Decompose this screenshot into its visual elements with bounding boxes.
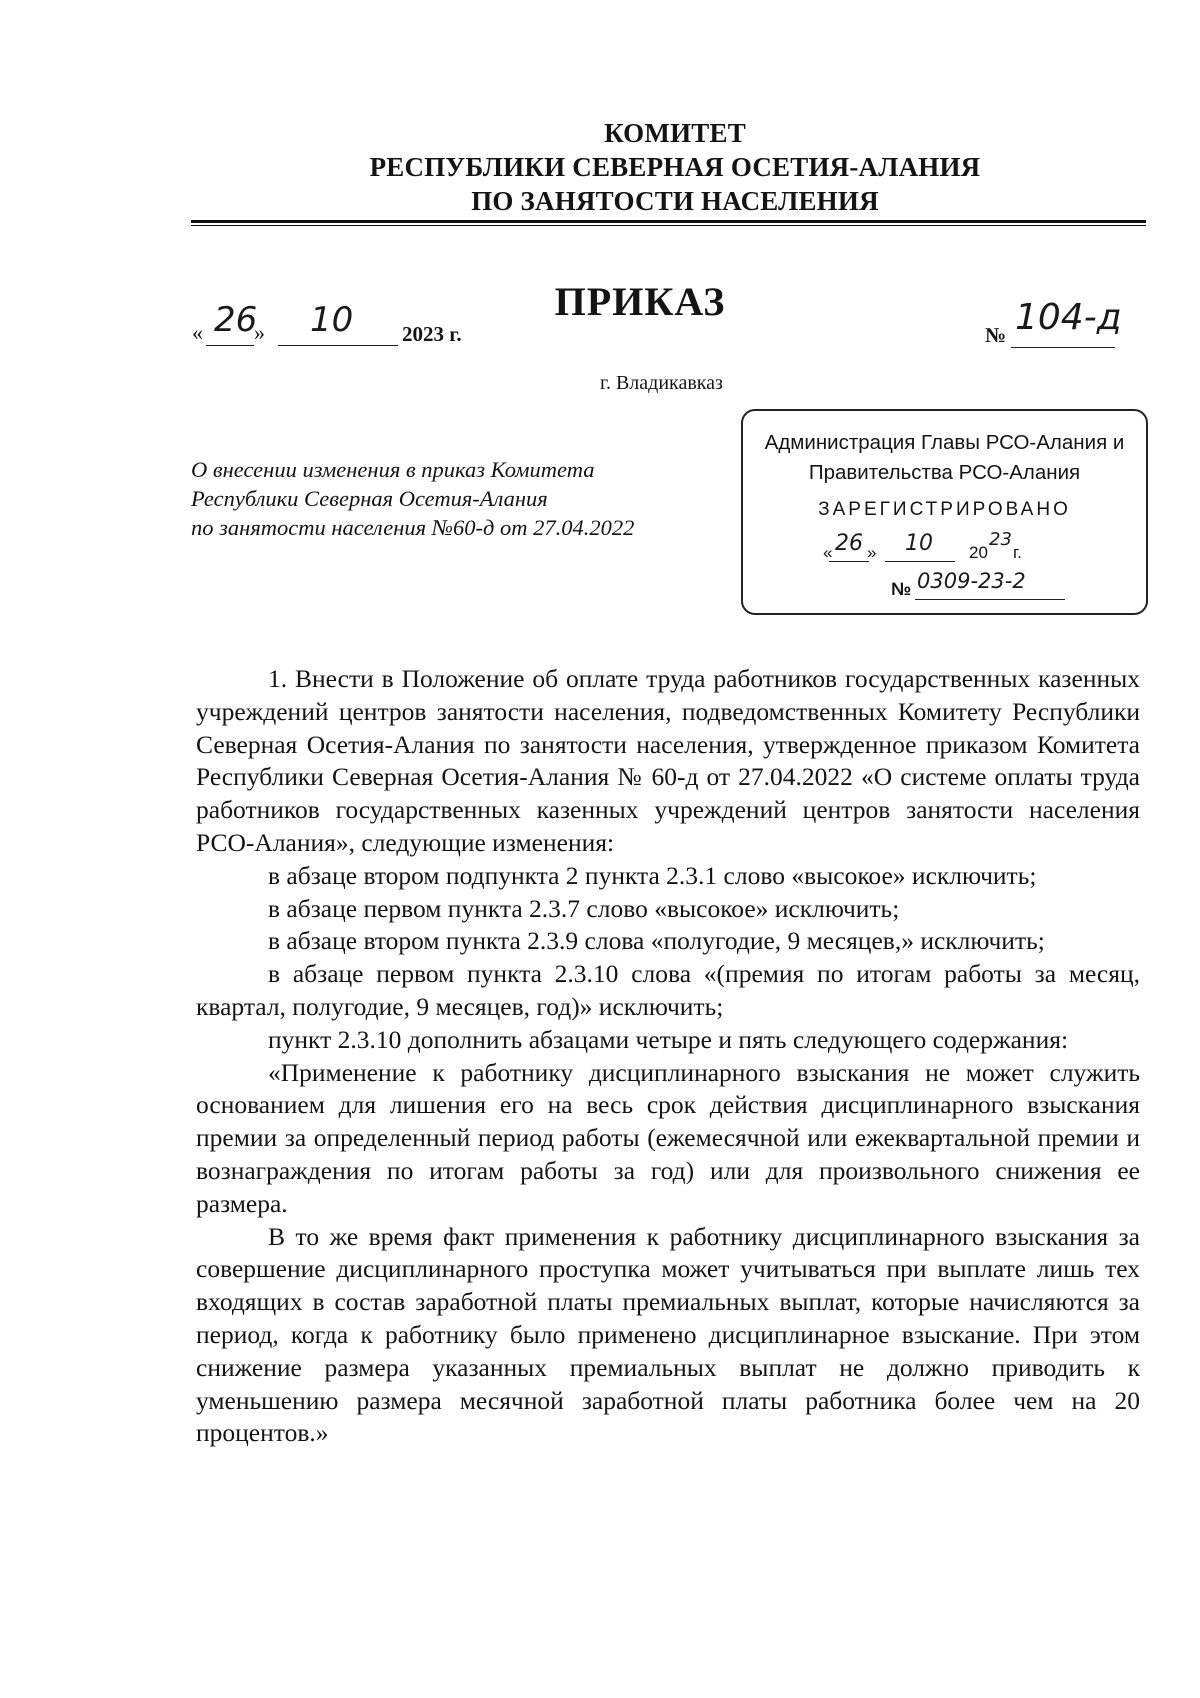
- body-paragraph-2: в абзаце втором подпункта 2 пункта 2.3.1 слово «высокое» исключить;: [268, 860, 1037, 890]
- body-paragraph-5: в абзаце первом пункта 2.3.10 слова «(премия по итогам работы за месяц, квартал, полугодие, 9 месяцев, год)» исключить;: [196, 959, 1140, 1021]
- body-paragraph-4: в абзаце втором пункта 2.3.9 слова «полугодие, 9 месяцев,» исключить;: [268, 926, 1045, 956]
- stamp-org-line-1: Администрация Главы РСО-Алания и: [764, 431, 1125, 454]
- stamp-number-label: №: [891, 579, 912, 599]
- stamp-date-close-quote: »: [867, 543, 877, 562]
- subject-line-3: по занятости населения №60-д от 27.04.2022: [191, 515, 635, 540]
- stamp-date-year-handwritten: 23: [989, 529, 1012, 550]
- stamp-date-open-quote: «: [823, 543, 833, 562]
- stamp-date: [823, 529, 1073, 565]
- number-underline: [1011, 347, 1115, 348]
- stamp-date-day-handwritten: 26: [835, 531, 863, 556]
- date-day-underline: [206, 345, 254, 346]
- number-label: №: [985, 323, 1007, 347]
- date-close-quote: »: [254, 320, 265, 345]
- registration-stamp: [741, 409, 1148, 615]
- stamp-date-year-prefix: 20: [969, 543, 988, 562]
- header-line-3: ПО ЗАНЯТОСТИ НАСЕЛЕНИЯ: [471, 186, 879, 216]
- body-paragraph-1: 1. Внести в Положение об оплате труда работников государственных казенных учреждений центров занятости населения, подведомственных Комитету Республики Северная Осетия-Алания по занятости населения, утвержденное приказом Комитета Республики Северная Осетия-Алания № 60-д от 27.04.2022 «О системе оплаты труда работников государственных казенных учреждений центров занятости населения РСО-Алания», следующие изменения:: [196, 664, 1140, 857]
- body-paragraph-6: пункт 2.3.10 дополнить абзацами четыре и пять следующего содержания:: [268, 1024, 1069, 1054]
- body-paragraph-3: в абзаце первом пункта 2.3.7 слово «высокое» исключить;: [268, 893, 900, 923]
- order-number: [985, 295, 1155, 360]
- number-handwritten: 104-д: [1015, 297, 1122, 338]
- header-rule-thick: [191, 220, 1146, 223]
- date-month-underline: [278, 345, 398, 346]
- date-open-quote: «: [192, 320, 203, 345]
- header-line-2: РЕСПУБЛИКИ СЕВЕРНАЯ ОСЕТИЯ-АЛАНИЯ: [369, 152, 981, 182]
- date-month-handwritten: 10: [310, 300, 354, 340]
- city: г. Владикавказ: [600, 372, 723, 394]
- order-body: [196, 663, 1140, 1450]
- order-subject: [191, 455, 661, 542]
- stamp-date-year-unit: г.: [1013, 543, 1022, 562]
- stamp-month-underline: [885, 561, 955, 562]
- subject-line-1: О внесении изменения в приказ Комитета: [191, 457, 595, 482]
- body-paragraph-7: «Применение к работнику дисциплинарного взыскания не может служить основанием для лишения его на весь срок действия дисциплинарного взыскания премии за определенный период работы (ежемесячной или ежеквартальной премии и вознаграждения по итогам работы за год) или для произвольного снижения ее размера.: [196, 1057, 1140, 1218]
- stamp-date-month-handwritten: 10: [905, 531, 933, 556]
- stamp-number: [891, 569, 1091, 605]
- order-date: [192, 300, 492, 360]
- subject-line-2: Республики Северная Осетия-Алания: [191, 486, 548, 511]
- stamp-number-underline: [915, 599, 1065, 600]
- stamp-day-underline: [829, 561, 869, 562]
- header-rule-thin: [191, 225, 1146, 226]
- stamp-org-line-2: Правительства РСО-Алания: [808, 461, 1081, 484]
- stamp-number-handwritten: 0309-23-2: [917, 569, 1026, 593]
- body-paragraph-8: В то же время факт применения к работнику дисциплинарного взыскания за совершение дисциплинарного проступка может учитываться при выплате лишь тех входящих в состав заработной платы премиальных выплат, которые начисляются за период, когда к работнику было применено дисциплинарное взыскание. При этом снижение размера указанных премиальных выплат не должно приводить к уменьшению размера месячной заработной платы работника более чем на 20 процентов.»: [196, 1221, 1140, 1448]
- header-line-1: КОМИТЕТ: [604, 118, 746, 148]
- stamp-status: ЗАРЕГИСТРИРОВАНО: [818, 499, 1071, 520]
- date-year: 2023 г.: [402, 322, 462, 346]
- date-day-handwritten: 26: [214, 300, 258, 340]
- document-title: ПРИКАЗ: [554, 279, 726, 324]
